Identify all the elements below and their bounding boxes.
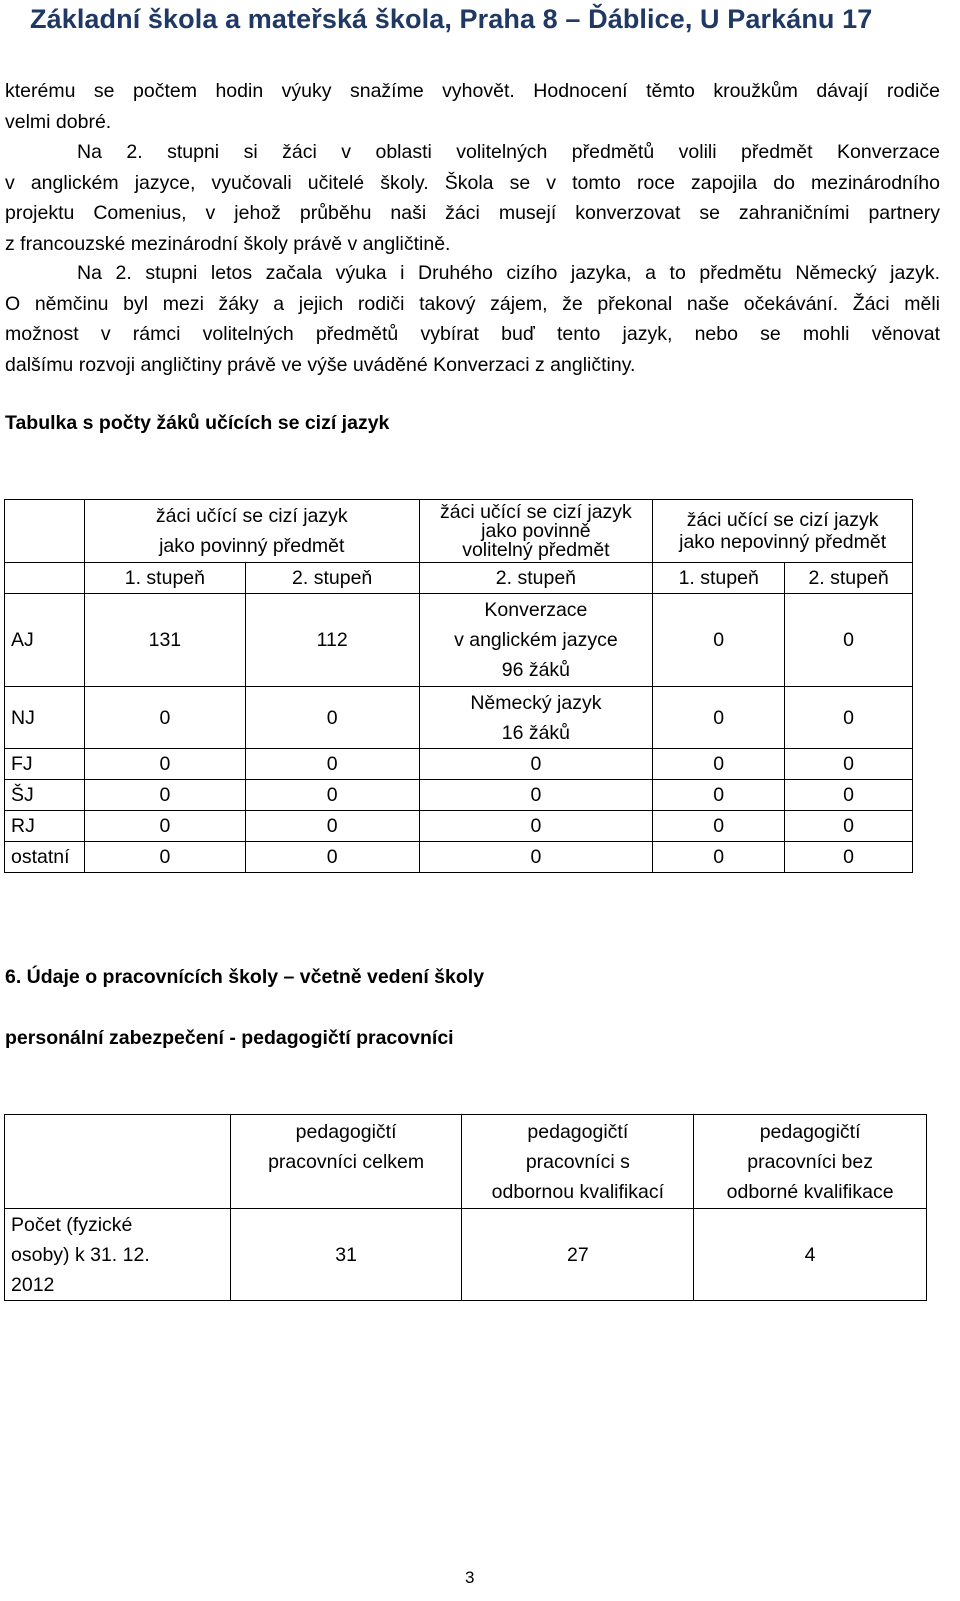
- language-cell: FJ: [5, 749, 85, 780]
- value-cell: 4: [694, 1209, 927, 1301]
- subheader-cell: 1. stupeň: [653, 563, 785, 594]
- value-cell: 0: [785, 842, 913, 873]
- text-line: Na 2. stupni letos začala výuka i Druhého cizího jazyka, a to předmětu Německý jazyk.: [77, 262, 940, 284]
- page-number: 3: [465, 1568, 475, 1587]
- subheader-cell: 1. stupeň: [84, 563, 245, 594]
- text-line: kterému se počtem hodin výuky snažíme vyhovět. Hodnocení těmto kroužkům dávají rodiče: [5, 80, 940, 102]
- elective-cell: 0: [419, 811, 653, 842]
- elective-cell: Konverzace v anglickém jazyce 96 žáků: [419, 594, 653, 687]
- subheader-cell: 2. stupeň: [419, 563, 653, 594]
- table-subheader-row: [5, 563, 913, 594]
- table-row: [5, 842, 913, 873]
- value-cell: 0: [84, 842, 245, 873]
- value-cell: 0: [653, 749, 785, 780]
- text-line: dalšímu rozvoji angličtiny právě ve výše uváděné Konverzaci z angličtiny.: [5, 353, 636, 376]
- header-staff-unqualified: pedagogičtí pracovníci bez odborné kvalifikace: [694, 1115, 927, 1209]
- header-mandatory: žáci učící se cizí jazyk jako povinný předmět: [84, 500, 419, 563]
- row-label-cell: Počet (fyzické osoby) k 31. 12. 2012: [5, 1209, 231, 1301]
- value-cell: 0: [84, 687, 245, 749]
- value-cell: 0: [653, 842, 785, 873]
- text-line: v anglickém jazyce, vyučovali učitelé školy. Škola se v tomto roce zapojila do mezinárodního: [5, 171, 940, 194]
- header-staff-qualified: pedagogičtí pracovníci s odbornou kvalifikací: [462, 1115, 694, 1209]
- value-cell: 0: [245, 780, 419, 811]
- language-cell: ostatní: [5, 842, 85, 873]
- table-row: [5, 594, 913, 687]
- subheader-cell: 2. stupeň: [785, 563, 913, 594]
- value-cell: 0: [245, 811, 419, 842]
- value-cell: 0: [653, 594, 785, 687]
- value-cell: 0: [785, 780, 913, 811]
- elective-cell: 0: [419, 749, 653, 780]
- value-cell: 0: [84, 749, 245, 780]
- header-optional: žáci učící se cizí jazyk jako nepovinný předmět: [653, 500, 913, 563]
- languages-table: [4, 499, 913, 873]
- paragraph-conversation: [5, 137, 940, 259]
- table-row: [5, 687, 913, 749]
- text-line: projektu Comenius, v jehož průběhu naši žáci musejí konverzovat se zahraničními partnery: [5, 202, 940, 224]
- languages-table-title: Tabulka s počty žáků učících se cizí jazyk: [5, 412, 390, 434]
- section-6-subheading: personální zabezpečení - pedagogičtí pracovníci: [5, 1027, 454, 1049]
- table-header-row: [5, 500, 913, 563]
- elective-cell: 0: [419, 780, 653, 811]
- header-empty-cell: [5, 500, 85, 563]
- value-cell: 0: [245, 749, 419, 780]
- text-line: možnost v rámci volitelných předmětů vybírat buď tento jazyk, nebo se mohli věnovat: [5, 323, 940, 345]
- value-cell: 0: [653, 780, 785, 811]
- elective-cell: Německý jazyk 16 žáků: [419, 687, 653, 749]
- document-header-title: Základní škola a mateřská škola, Praha 8 – Ďáblice, U Parkánu 17: [30, 4, 873, 34]
- text-line: velmi dobré.: [5, 110, 112, 133]
- subheader-empty-cell: [5, 563, 85, 594]
- value-cell: 31: [230, 1209, 462, 1301]
- elective-cell: 0: [419, 842, 653, 873]
- value-cell: 0: [84, 780, 245, 811]
- staff-table: [4, 1114, 927, 1301]
- table-row: [5, 780, 913, 811]
- table-row: [5, 811, 913, 842]
- text-line: Na 2. stupni si žáci v oblasti volitelných předmětů volili předmět Konverzace: [77, 141, 940, 163]
- table-row: [5, 1209, 927, 1301]
- value-cell: 0: [84, 811, 245, 842]
- table-row: [5, 749, 913, 780]
- value-cell: 0: [245, 687, 419, 749]
- value-cell: 0: [785, 594, 913, 687]
- text-line: z francouzské mezinárodní školy právě v angličtině.: [5, 232, 451, 255]
- value-cell: 0: [785, 687, 913, 749]
- value-cell: 27: [462, 1209, 694, 1301]
- language-cell: ŠJ: [5, 780, 85, 811]
- value-cell: 0: [245, 842, 419, 873]
- paragraph-german: [5, 258, 940, 380]
- text-line: O němčinu byl mezi žáky a jejich rodiči takový zájem, že překonal naše očekávání. Žáci měli: [5, 292, 940, 315]
- value-cell: 0: [785, 811, 913, 842]
- section-6-heading: 6. Údaje o pracovnících školy – včetně vedení školy: [5, 966, 485, 988]
- value-cell: 0: [785, 749, 913, 780]
- header-elective: žáci učící se cizí jazyk jako povinně volitelný předmět: [419, 500, 653, 563]
- value-cell: 0: [653, 687, 785, 749]
- value-cell: 0: [653, 811, 785, 842]
- value-cell: 131: [84, 594, 245, 687]
- subheader-cell: 2. stupeň: [245, 563, 419, 594]
- header-empty-cell: [5, 1115, 231, 1209]
- language-cell: AJ: [5, 594, 85, 687]
- value-cell: 112: [245, 594, 419, 687]
- language-cell: RJ: [5, 811, 85, 842]
- table-header-row: [5, 1115, 927, 1209]
- paragraph-clubs: [5, 76, 940, 137]
- language-cell: NJ: [5, 687, 85, 749]
- header-staff-total: pedagogičtí pracovníci celkem: [230, 1115, 462, 1209]
